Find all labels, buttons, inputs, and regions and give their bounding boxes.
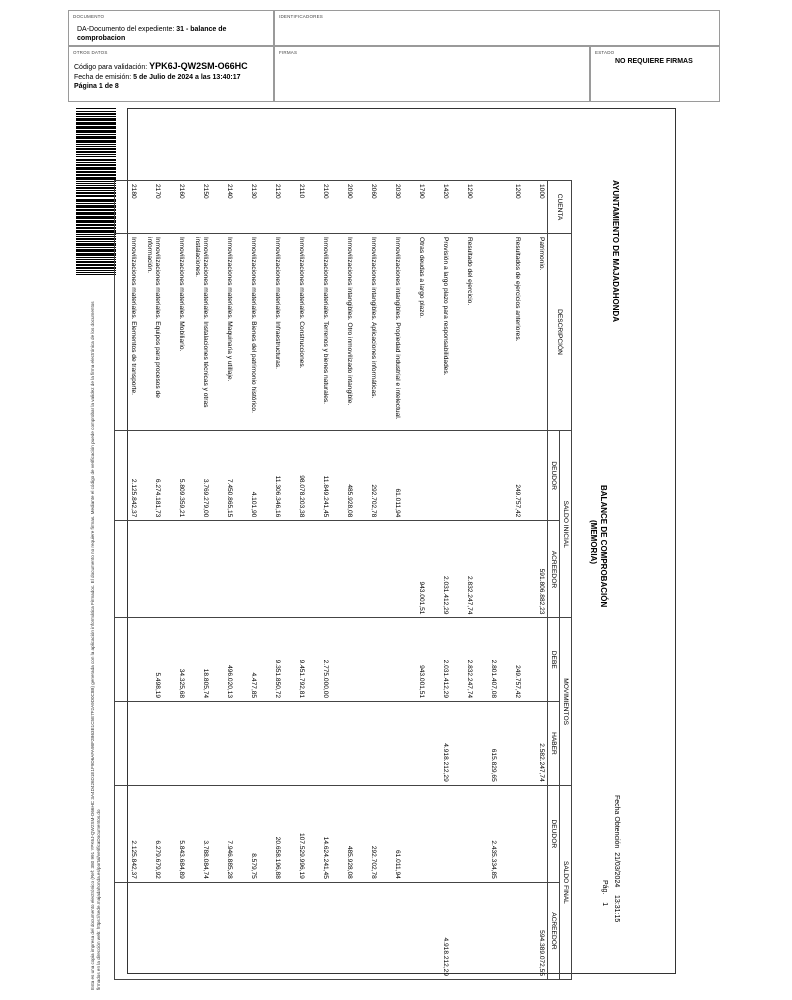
barcode-bar (76, 199, 116, 202)
cell-sf-d (499, 785, 523, 882)
table-row (283, 181, 307, 980)
cell-sf-d (427, 785, 451, 882)
table-row (331, 181, 355, 980)
table-row (451, 181, 475, 980)
cell-desc: Inmovilizaciones intangibles. Otro inmovilizado intangible. (331, 234, 355, 431)
cell-si-a (163, 521, 187, 618)
col-sf-deudor: DEUDOR (548, 785, 560, 882)
barcode-bar (76, 167, 116, 170)
barcode-bar (76, 203, 116, 204)
barcode-bar (76, 272, 116, 273)
issue-date: Fecha de emisión: 5 de Julio de 2024 a las 13:40:17 (74, 74, 241, 81)
cell-haber (283, 702, 307, 786)
barcode-bar (76, 177, 116, 180)
table-row (259, 181, 283, 980)
cell-debe (379, 618, 403, 702)
cell-haber (211, 702, 235, 786)
barcode-bar (76, 171, 116, 173)
cell-si-a (259, 521, 283, 618)
barcode-bar (76, 111, 116, 112)
barcode-bar (76, 220, 116, 223)
barcode-bar (76, 270, 116, 271)
barcode-bar (76, 108, 116, 109)
cell-debe (115, 618, 140, 702)
cell-cuenta: 2060 (355, 181, 379, 234)
cell-si-d: 3.769.279,00 (187, 431, 211, 521)
cell-sf-a (139, 882, 163, 979)
cell-sf-a (379, 882, 403, 979)
barcode-bar (76, 174, 116, 176)
cell-sf-d: 20.658.196,88 (259, 785, 283, 882)
report-subtitle: (MEMORIA) (589, 520, 598, 564)
cell-cuenta: 2090 (331, 181, 355, 234)
cell-debe: 2.801.407,08 (475, 618, 499, 702)
cell-si-a (499, 521, 523, 618)
cell-cuenta: 2130 (235, 181, 259, 234)
cell-si-a (475, 521, 499, 618)
status-box (590, 46, 720, 102)
table-row (499, 181, 523, 980)
col-saldo-final: SALDO FINAL (560, 785, 572, 979)
cell-sf-a (211, 882, 235, 979)
cell-sf-d: 3.788.084,74 (187, 785, 211, 882)
cell-sf-a (331, 882, 355, 979)
cell-sf-d: 8.579,75 (235, 785, 259, 882)
cell-si-a (307, 521, 331, 618)
cell-si-a (187, 521, 211, 618)
barcode-bar (76, 130, 116, 133)
cell-cuenta: 1290 (451, 181, 475, 234)
cell-si-d (403, 431, 427, 521)
barcode-bar (76, 134, 116, 135)
table-row (475, 181, 499, 980)
cell-si-d: 11.849.241,45 (307, 431, 331, 521)
cell-cuenta: 2180 (115, 181, 140, 234)
cell-desc: Otras deudas a largo plazo. (403, 234, 427, 431)
cell-cuenta: 1420 (427, 181, 451, 234)
cell-sf-d: 107.529.996,19 (283, 785, 307, 882)
barcode-bar (76, 192, 116, 194)
cell-si-a: 2.031.412,29 (427, 521, 451, 618)
table-row (235, 181, 259, 980)
barcode-bar (76, 236, 116, 237)
cell-desc: Inmovilizaciones materiales. Terrenos y bienes naturales. (307, 234, 331, 431)
cell-haber (259, 702, 283, 786)
barcode-bar (76, 195, 116, 197)
cell-haber (115, 702, 140, 786)
cell-si-d (475, 431, 499, 521)
validation-code: Código para validación: YPK6J-QW2SM-O66HC (74, 61, 248, 71)
cell-desc: Inmovilizaciones materiales. Instalaciones técnicas y otras instalaciones. (187, 234, 211, 431)
obtain-date: Fecha Obtención 21/03/2024 13:31:15 (613, 795, 620, 923)
barcode-bar (76, 136, 116, 139)
barcode-bar (76, 243, 116, 246)
cell-debe: 4.477,85 (235, 618, 259, 702)
cell-desc: Inmovilizaciones intangibles. Aplicaciones informáticas. (355, 234, 379, 431)
cell-si-d: 485.928,08 (331, 431, 355, 521)
cell-debe: 496.020,13 (211, 618, 235, 702)
cell-cuenta: 1000 (523, 181, 548, 234)
barcode-bar (76, 259, 116, 260)
col-descripcion: DESCRIPCIÓN (548, 234, 572, 431)
report-title: BALANCE DE COMPROBACIÓN (599, 485, 608, 608)
table-row (163, 181, 187, 980)
cell-sf-d: 292.702,78 (355, 785, 379, 882)
cell-sf-d: 7.946.885,28 (211, 785, 235, 882)
cell-sf-a (163, 882, 187, 979)
col-sf-acreedor: ACREEDOR (548, 882, 560, 979)
cell-haber (355, 702, 379, 786)
barcode-bar (76, 264, 116, 266)
cell-haber: 615.829,65 (475, 702, 499, 786)
cell-sf-a (187, 882, 211, 979)
cell-si-d: 11.306.346,16 (259, 431, 283, 521)
cell-desc: Inmovilizaciones materiales. Infraestructuras. (259, 234, 283, 431)
balance-report (130, 180, 620, 980)
status-value: NO REQUIERE FIRMAS (615, 58, 693, 65)
cell-si-a (115, 521, 140, 618)
cell-sf-d: 485.928,08 (331, 785, 355, 882)
cell-haber (307, 702, 331, 786)
cell-si-a: 591.806.882,23 (523, 521, 548, 618)
balance-table (114, 180, 572, 980)
barcode-bar (76, 187, 116, 189)
cell-si-d: 7.450.865,15 (211, 431, 235, 521)
cell-cuenta: 2100 (307, 181, 331, 234)
cell-haber: 2.582.247,74 (523, 702, 548, 786)
table-row (307, 181, 331, 980)
cell-haber (403, 702, 427, 786)
cell-haber (331, 702, 355, 786)
cell-haber (163, 702, 187, 786)
cell-sf-d (523, 785, 548, 882)
barcode-bar (76, 148, 116, 150)
cell-si-a (379, 521, 403, 618)
cell-cuenta: 2160 (163, 181, 187, 234)
barcode-bar (76, 212, 116, 215)
barcode-bar (76, 205, 116, 208)
cell-desc: Inmovilizaciones materiales. Construcciones. (283, 234, 307, 431)
cell-haber (379, 702, 403, 786)
cell-desc: Provisión a largo plazo para responsabilidades. (427, 234, 451, 431)
cell-si-a: 2.832.247,74 (451, 521, 475, 618)
barcode-bar (76, 159, 116, 161)
cell-desc: Resultados de ejercicios anteriores. (499, 234, 523, 431)
cell-sf-a (307, 882, 331, 979)
cell-desc (475, 234, 499, 431)
page-count: Página 1 de 8 (74, 83, 119, 90)
cell-si-a: 943.001,51 (403, 521, 427, 618)
cell-si-d (427, 431, 451, 521)
barcode-bar (76, 209, 116, 211)
table-row (115, 181, 140, 980)
barcode-bar (76, 253, 116, 256)
cell-desc: Inmovilizaciones materiales. Elementos de transporte. (115, 234, 140, 431)
barcode-bar (76, 185, 116, 186)
barcode-bar (76, 227, 116, 229)
cell-sf-a (355, 882, 379, 979)
cell-debe: 9.451.792,81 (283, 618, 307, 702)
barcode-bar (76, 151, 116, 153)
barcode-bar (76, 183, 116, 184)
other-data-caption: OTROS DATOS (73, 50, 108, 55)
cell-si-a (331, 521, 355, 618)
cell-debe (523, 618, 548, 702)
cell-cuenta: 2120 (259, 181, 283, 234)
cell-haber (139, 702, 163, 786)
barcode-bar (76, 116, 116, 117)
col-si-deudor: DEUDOR (548, 431, 560, 521)
cell-sf-a: 4.918.212,29 (427, 882, 451, 979)
cell-sf-a (259, 882, 283, 979)
cell-cuenta: 2170 (139, 181, 163, 234)
status-caption: ESTADO (595, 50, 615, 55)
barcode-bar (76, 122, 116, 125)
cell-cuenta: 2110 (283, 181, 307, 234)
cell-si-d: 292.702,78 (355, 431, 379, 521)
barcode-image (76, 108, 116, 276)
cell-si-d: 4.101,90 (235, 431, 259, 521)
barcode-bar (76, 238, 116, 240)
barcode-bar (76, 126, 116, 129)
cell-haber (187, 702, 211, 786)
col-saldo-inicial: SALDO INICIAL (560, 431, 572, 618)
table-row (379, 181, 403, 980)
barcode-bar (76, 162, 116, 163)
identifiers-box (274, 10, 720, 46)
cell-sf-a (115, 882, 140, 979)
cell-desc: Inmovilizaciones materiales. Bienes del patrimonio histórico. (235, 234, 259, 431)
barcode-bar (76, 257, 116, 258)
cell-si-a (235, 521, 259, 618)
cell-sf-d: 61.011,94 (379, 785, 403, 882)
barcode-bar (76, 216, 116, 219)
entity-name: AYUNTAMIENTO DE MAJADAHONDA (611, 180, 620, 323)
cell-debe: 34.325,68 (163, 618, 187, 702)
cell-sf-a (475, 882, 499, 979)
cell-haber (235, 702, 259, 786)
barcode-bar (76, 274, 116, 275)
page-number: Pág. 1 (601, 880, 608, 907)
cell-si-d: 2.125.842,37 (115, 431, 140, 521)
col-debe: DEBE (548, 618, 560, 702)
cell-si-a (211, 521, 235, 618)
cell-si-d: 61.011,94 (379, 431, 403, 521)
cell-si-a (283, 521, 307, 618)
barcode-bar (76, 230, 116, 233)
barcode-bar (76, 234, 116, 235)
cell-sf-a (451, 882, 475, 979)
barcode-bar (76, 146, 116, 147)
verification-note: Esta es una copia impresa del documento electrónico (Ref: 380 991 YPK6J-QW2SM-O66HC 3A4D426D1E1F9D6AFA98F2B63E1C5E7F2A9D0C8B) generada con la aplicación informática Firmadoc. El documento no requiere firmas. Mediante el código de verificación puede comprobar la validez de la firma electrónica de los documentos firmados en la dirección web: https://sede.majadahonda.es/portal/verificaDocumentos.do (90, 301, 102, 990)
cell-sf-a (283, 882, 307, 979)
cell-debe: 18.805,74 (187, 618, 211, 702)
barcode-bar (76, 247, 116, 248)
barcode-bar (76, 113, 116, 115)
table-row (403, 181, 427, 980)
barcode-bar (76, 144, 116, 145)
col-cuenta: CUENTA (548, 181, 572, 234)
table-row (427, 181, 451, 980)
cell-desc: Inmovilizaciones materiales. Maquinaria y utillaje. (211, 234, 235, 431)
barcode-bar (76, 261, 116, 263)
barcode-bar (76, 241, 116, 242)
cell-haber (499, 702, 523, 786)
cell-desc: Inmovilizaciones materiales. Mobiliario. (163, 234, 187, 431)
cell-debe: 5.498,19 (139, 618, 163, 702)
signatures-box (274, 46, 590, 102)
cell-debe: 9.351.850,72 (259, 618, 283, 702)
table-row (211, 181, 235, 980)
cell-debe (355, 618, 379, 702)
barcode-bar (76, 118, 116, 121)
table-row (187, 181, 211, 980)
cell-desc: Inmovilizaciones materiales. Equipos para procesos de información. (139, 234, 163, 431)
cell-sf-d: 5.843.684,89 (163, 785, 187, 882)
cell-sf-a: 594.389.072,55 (523, 882, 548, 979)
cell-desc: Patrimonio. (523, 234, 548, 431)
cell-cuenta: 2140 (211, 181, 235, 234)
cell-cuenta (475, 181, 499, 234)
cell-si-d: 249.757,42 (499, 431, 523, 521)
cell-debe: 2.031.412,29 (427, 618, 451, 702)
cell-sf-d: 14.624.241,45 (307, 785, 331, 882)
cell-sf-d: 6.279.679,92 (139, 785, 163, 882)
cell-sf-a (403, 882, 427, 979)
col-si-acreedor: ACREEDOR (548, 521, 560, 618)
barcode-bar (76, 267, 116, 269)
cell-debe: 943.001,51 (403, 618, 427, 702)
document-caption: DOCUMENTO (73, 14, 105, 19)
cell-haber (451, 702, 475, 786)
table-row (355, 181, 379, 980)
barcode-bar (76, 224, 116, 226)
barcode-bar (76, 249, 116, 252)
cell-cuenta: 1790 (403, 181, 427, 234)
cell-cuenta: 2030 (379, 181, 403, 234)
cell-haber: 4.918.212,29 (427, 702, 451, 786)
cell-desc: Resultado del ejercicio. (451, 234, 475, 431)
barcode-bar (76, 140, 116, 143)
barcode-bar (76, 190, 116, 191)
document-box (68, 10, 274, 46)
cell-si-a (355, 521, 379, 618)
cell-si-d: 98.078.203,38 (283, 431, 307, 521)
barcode-bar (76, 181, 116, 182)
cell-si-d (523, 431, 548, 521)
col-movimientos: MOVIMIENTOS (560, 618, 572, 785)
cell-cuenta: 2150 (187, 181, 211, 234)
cell-desc: Inmovilizaciones intangibles. Propiedad industrial e intelectual. (379, 234, 403, 431)
cell-debe: 2.775.000,00 (307, 618, 331, 702)
col-haber: HABER (548, 702, 560, 786)
cell-si-d: 5.809.359,21 (163, 431, 187, 521)
cell-debe: 2.832.247,74 (451, 618, 475, 702)
cell-sf-a (499, 882, 523, 979)
cell-sf-d: 2.435.334,85 (475, 785, 499, 882)
cell-sf-a (235, 882, 259, 979)
barcode-bar (76, 164, 116, 166)
cell-debe: 249.757,42 (499, 618, 523, 702)
table-row (523, 181, 548, 980)
document-title: DA-Documento del expediente: 31 - balance de comprobacion (77, 26, 227, 42)
cell-si-d: 6.274.181,73 (139, 431, 163, 521)
cell-sf-d: 2.125.842,37 (115, 785, 140, 882)
other-data-box (68, 46, 274, 102)
signatures-caption: FIRMAS (279, 50, 298, 55)
cell-debe (331, 618, 355, 702)
cell-si-d (451, 431, 475, 521)
cell-cuenta: 1200 (499, 181, 523, 234)
cell-si-a (139, 521, 163, 618)
identifiers-caption: IDENTIFICADORES (279, 14, 324, 19)
barcode-bar (76, 156, 116, 157)
cell-sf-d (451, 785, 475, 882)
cell-sf-d (403, 785, 427, 882)
table-row (139, 181, 163, 980)
barcode-bar (76, 154, 116, 155)
